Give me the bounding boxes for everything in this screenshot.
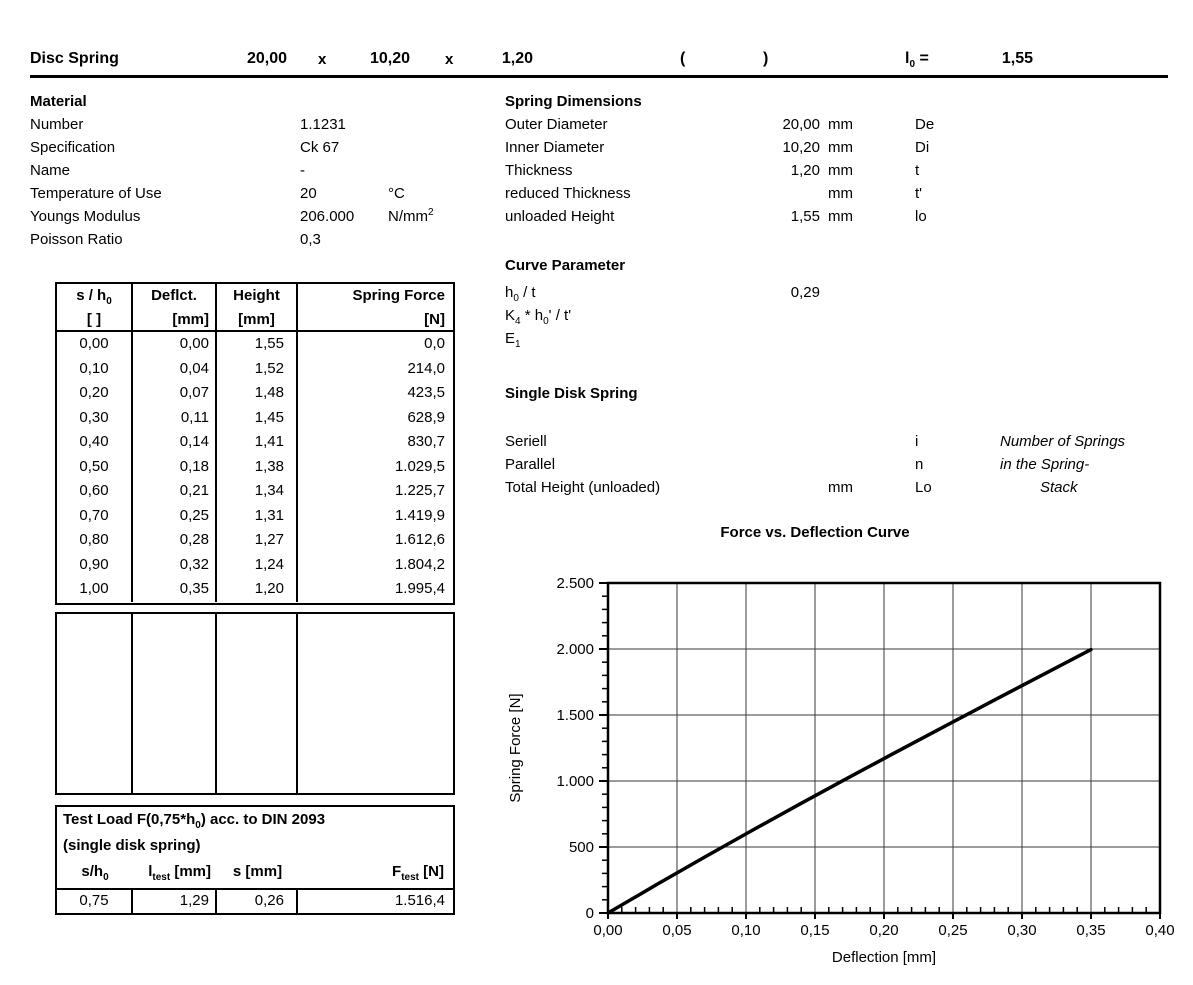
header-thickness-value[interactable]: 1,20 — [501, 50, 533, 67]
dimension-symbol: Di — [915, 139, 930, 156]
k4-rest: ' / t' — [548, 307, 572, 324]
cell-deflection: 0,28 — [133, 528, 217, 553]
single-disk-unit: mm — [828, 479, 853, 496]
cell-height: 1,55 — [217, 332, 298, 357]
cell-force: 0,0 — [424, 335, 445, 352]
k4-base: K — [505, 307, 516, 324]
single-disk-label: Seriell — [505, 433, 547, 450]
col-unit-force: [N] — [298, 308, 453, 332]
material-temp-label: Temperature of Use — [30, 185, 162, 202]
dimension-symbol: lo — [915, 208, 927, 225]
single-disk-label: Total Height (unloaded) — [505, 479, 661, 496]
x-tick-label: 0,15 — [800, 922, 830, 939]
single-disk-note: in the Spring- — [1000, 456, 1090, 473]
header-paren-close: ) — [763, 50, 769, 67]
cell-deflection: 0,04 — [133, 357, 217, 382]
test-header-ftest: $F_{test}$ [N] — [392, 863, 444, 883]
cell-force: 830,7 — [407, 433, 445, 450]
dimension-symbol: t' — [915, 185, 923, 202]
single-disk-label: Parallel — [505, 456, 556, 473]
curve-parameter-heading: Curve Parameter — [505, 257, 626, 274]
cell-height: 1,27 — [217, 528, 298, 553]
y-axis-title: Spring Force [N] — [507, 693, 524, 803]
cell-height: 1,52 — [217, 357, 298, 382]
cell-force: 214,0 — [407, 359, 445, 377]
single-disk-heading: Single Disk Spring — [505, 385, 638, 402]
k4-sub: 4 — [515, 316, 521, 327]
l0-base: l — [905, 50, 910, 67]
test-load-subtitle: (single disk spring) — [63, 837, 201, 854]
material-poisson-label: Poisson Ratio — [30, 231, 123, 248]
cell-sh0: 0,10 — [57, 357, 133, 382]
cell-force: 1.804,2 — [394, 555, 445, 573]
dimension-value[interactable]: 10,20 — [782, 139, 820, 156]
cell-deflection: 0,32 — [133, 553, 217, 578]
col-header-sh0: s / $h_0$ — [57, 284, 133, 308]
col-unit-deflection: [mm] — [133, 308, 217, 332]
cell-force: 628,9 — [407, 408, 445, 426]
h0t-rest: / t — [518, 284, 536, 301]
material-temp-value[interactable]: 20 — [300, 185, 317, 202]
h0t-sub: 0 — [513, 293, 519, 304]
e1-base: E — [505, 330, 516, 347]
x-tick-label: 0,35 — [1076, 922, 1106, 939]
material-temp-unit: °C — [388, 185, 405, 202]
material-spec-value[interactable]: Ck 67 — [300, 139, 340, 156]
dimension-label: Thickness — [505, 162, 573, 179]
cell-force: 1.995,4 — [394, 580, 445, 597]
dimension-unit: mm — [828, 208, 853, 225]
cell-sh0: 0,00 — [57, 332, 133, 357]
single-disk-note: Number of Springs — [1000, 433, 1126, 450]
dimension-value[interactable]: 20,00 — [782, 116, 820, 133]
test-header-sh0: $s/h_0$ — [81, 863, 109, 883]
material-name-value[interactable]: - — [300, 162, 305, 179]
youngs-unit-sup: 2 — [428, 207, 434, 218]
col-unit-height: [mm] — [217, 308, 298, 332]
col-header-force: Spring Force — [352, 287, 445, 304]
youngs-unit-base: N/mm — [388, 208, 428, 225]
cell-height: 1,41 — [217, 430, 298, 455]
cell-deflection: 0,00 — [133, 332, 217, 357]
cell-sh0: 0,70 — [57, 504, 133, 529]
force-table — [55, 282, 455, 605]
dimension-label: reduced Thickness — [505, 185, 631, 202]
cell-deflection: 0,14 — [133, 430, 217, 455]
header-outer-diameter-value[interactable]: 20,00 — [246, 50, 287, 67]
col-header-height: Height — [217, 284, 298, 308]
test-header-ltest: $l_{test}$ [mm] — [148, 863, 211, 883]
col-header-deflection: Deflct. — [133, 284, 217, 308]
x-tick-label: 0,30 — [1007, 922, 1037, 939]
cell-deflection: 0,35 — [133, 577, 217, 602]
material-name-label: Name — [30, 162, 71, 179]
cell-height: 1,34 — [217, 479, 298, 504]
test-cell-sh0: 0,75 — [57, 890, 133, 913]
dimension-label: unloaded Height — [505, 208, 615, 225]
material-number-value[interactable]: 1.1231 — [300, 116, 346, 133]
material-spec-label: Specification — [30, 139, 116, 156]
k4-mid: * h — [520, 307, 544, 324]
header-rule — [30, 75, 1168, 78]
cell-sh0: 0,30 — [57, 406, 133, 431]
empty-cell — [298, 614, 453, 793]
test-header-s: s [mm] — [232, 863, 283, 880]
cell-height: 1,24 — [217, 553, 298, 578]
x-tick-label: 0,00 — [593, 922, 623, 939]
header-separator-x2: x — [445, 51, 454, 68]
cell-force: 1.225,7 — [394, 482, 445, 499]
test-cell-ftest: 1.516,4 — [394, 892, 445, 909]
y-tick-label: 1.500 — [556, 707, 594, 724]
header-l0-value: 1,55 — [1001, 50, 1033, 67]
empty-cell — [133, 614, 217, 793]
material-youngs-label: Youngs Modulus — [30, 208, 141, 225]
single-disk-note: Stack — [1040, 479, 1078, 496]
l0-eq: = — [915, 50, 929, 67]
cell-force: 1.419,9 — [394, 506, 445, 524]
force-deflection-chart — [470, 510, 1193, 980]
cell-deflection: 0,25 — [133, 504, 217, 529]
cell-deflection: 0,11 — [133, 406, 217, 431]
empty-cell — [57, 614, 133, 793]
y-tick-label: 2.000 — [556, 641, 594, 658]
cell-deflection: 0,18 — [133, 455, 217, 480]
dimension-value[interactable]: 1,20 — [790, 162, 820, 179]
dimension-label: Outer Diameter — [505, 116, 608, 133]
dimensions-heading: Spring Dimensions — [505, 93, 642, 110]
material-number-label: Number — [30, 116, 84, 133]
empty-cell — [217, 614, 298, 793]
cell-deflection: 0,21 — [133, 479, 217, 504]
cell-sh0: 0,40 — [57, 430, 133, 455]
dimension-unit: mm — [828, 116, 853, 133]
cell-sh0: 0,60 — [57, 479, 133, 504]
x-axis-title: Deflection [mm] — [831, 949, 937, 966]
single-disk-symbol: Lo — [915, 479, 932, 496]
y-tick-label: 1.000 — [556, 773, 594, 790]
dimension-unit: mm — [828, 162, 853, 179]
curve-k4-label — [505, 307, 572, 327]
cell-sh0: 0,80 — [57, 528, 133, 553]
header-inner-diameter-value[interactable]: 10,20 — [369, 50, 410, 67]
curve-h0t-value: 0,29 — [790, 284, 820, 301]
material-youngs-unit — [388, 208, 434, 225]
cell-height: 1,45 — [217, 406, 298, 431]
header-l0-label — [905, 50, 929, 71]
cell-height: 1,20 — [217, 577, 298, 602]
cell-force: 1.612,6 — [394, 531, 445, 548]
curve-h0t-label — [505, 284, 536, 304]
test-load-box — [55, 805, 455, 915]
dimension-value[interactable]: 1,55 — [790, 208, 820, 225]
test-cell-s: 0,26 — [217, 890, 298, 913]
single-disk-symbol: i — [915, 433, 919, 450]
col-unit-sh0: [ ] — [57, 308, 133, 332]
cell-height: 1,38 — [217, 455, 298, 480]
empty-table-box — [55, 612, 455, 795]
material-heading: Material — [30, 93, 87, 110]
cell-force: 1.029,5 — [394, 457, 445, 475]
cell-force: 423,5 — [407, 384, 445, 401]
l0-sub: 0 — [909, 59, 916, 71]
cell-sh0: 0,50 — [57, 455, 133, 480]
single-disk-symbol: n — [915, 456, 924, 473]
test-load-row — [57, 888, 453, 913]
dimension-symbol: De — [915, 116, 935, 133]
cell-height: 1,48 — [217, 381, 298, 406]
x-tick-label: 0,20 — [869, 922, 899, 939]
x-tick-label: 0,05 — [662, 922, 692, 939]
test-cell-ltest: 1,29 — [133, 890, 217, 913]
cell-sh0: 0,20 — [57, 381, 133, 406]
material-poisson-value[interactable]: 0,3 — [300, 231, 321, 248]
curve-e1-label — [505, 330, 521, 350]
e1-sub: 1 — [515, 339, 521, 350]
x-tick-label: 0,10 — [731, 922, 761, 939]
cell-sh0: 0,90 — [57, 553, 133, 578]
dimension-unit: mm — [828, 185, 853, 202]
cell-sh0: 1,00 — [57, 577, 133, 602]
y-tick-label: 500 — [568, 839, 594, 856]
x-tick-label: 0,25 — [938, 922, 968, 939]
material-youngs-value[interactable]: 206.000 — [300, 208, 355, 225]
x-tick-label: 0,40 — [1145, 922, 1175, 939]
y-tick-label: 2.500 — [556, 575, 594, 592]
cell-height: 1,31 — [217, 504, 298, 529]
k4-sub2: 0 — [543, 316, 549, 327]
chart-title: Force vs. Deflection Curve — [720, 524, 910, 541]
y-tick-label: 0 — [585, 905, 594, 922]
h0t-base: h — [505, 284, 514, 301]
header-paren-open: ( — [680, 50, 686, 67]
dimension-label: Inner Diameter — [505, 139, 605, 156]
cell-deflection: 0,07 — [133, 381, 217, 406]
page-title: Disc Spring — [30, 50, 119, 67]
dimension-unit: mm — [828, 139, 853, 156]
header-separator-x1: x — [318, 51, 327, 68]
dimension-symbol: t — [915, 162, 920, 179]
test-load-title: Test Load $F(0,75*h_0)$ acc. to DIN 2093 — [63, 811, 326, 831]
